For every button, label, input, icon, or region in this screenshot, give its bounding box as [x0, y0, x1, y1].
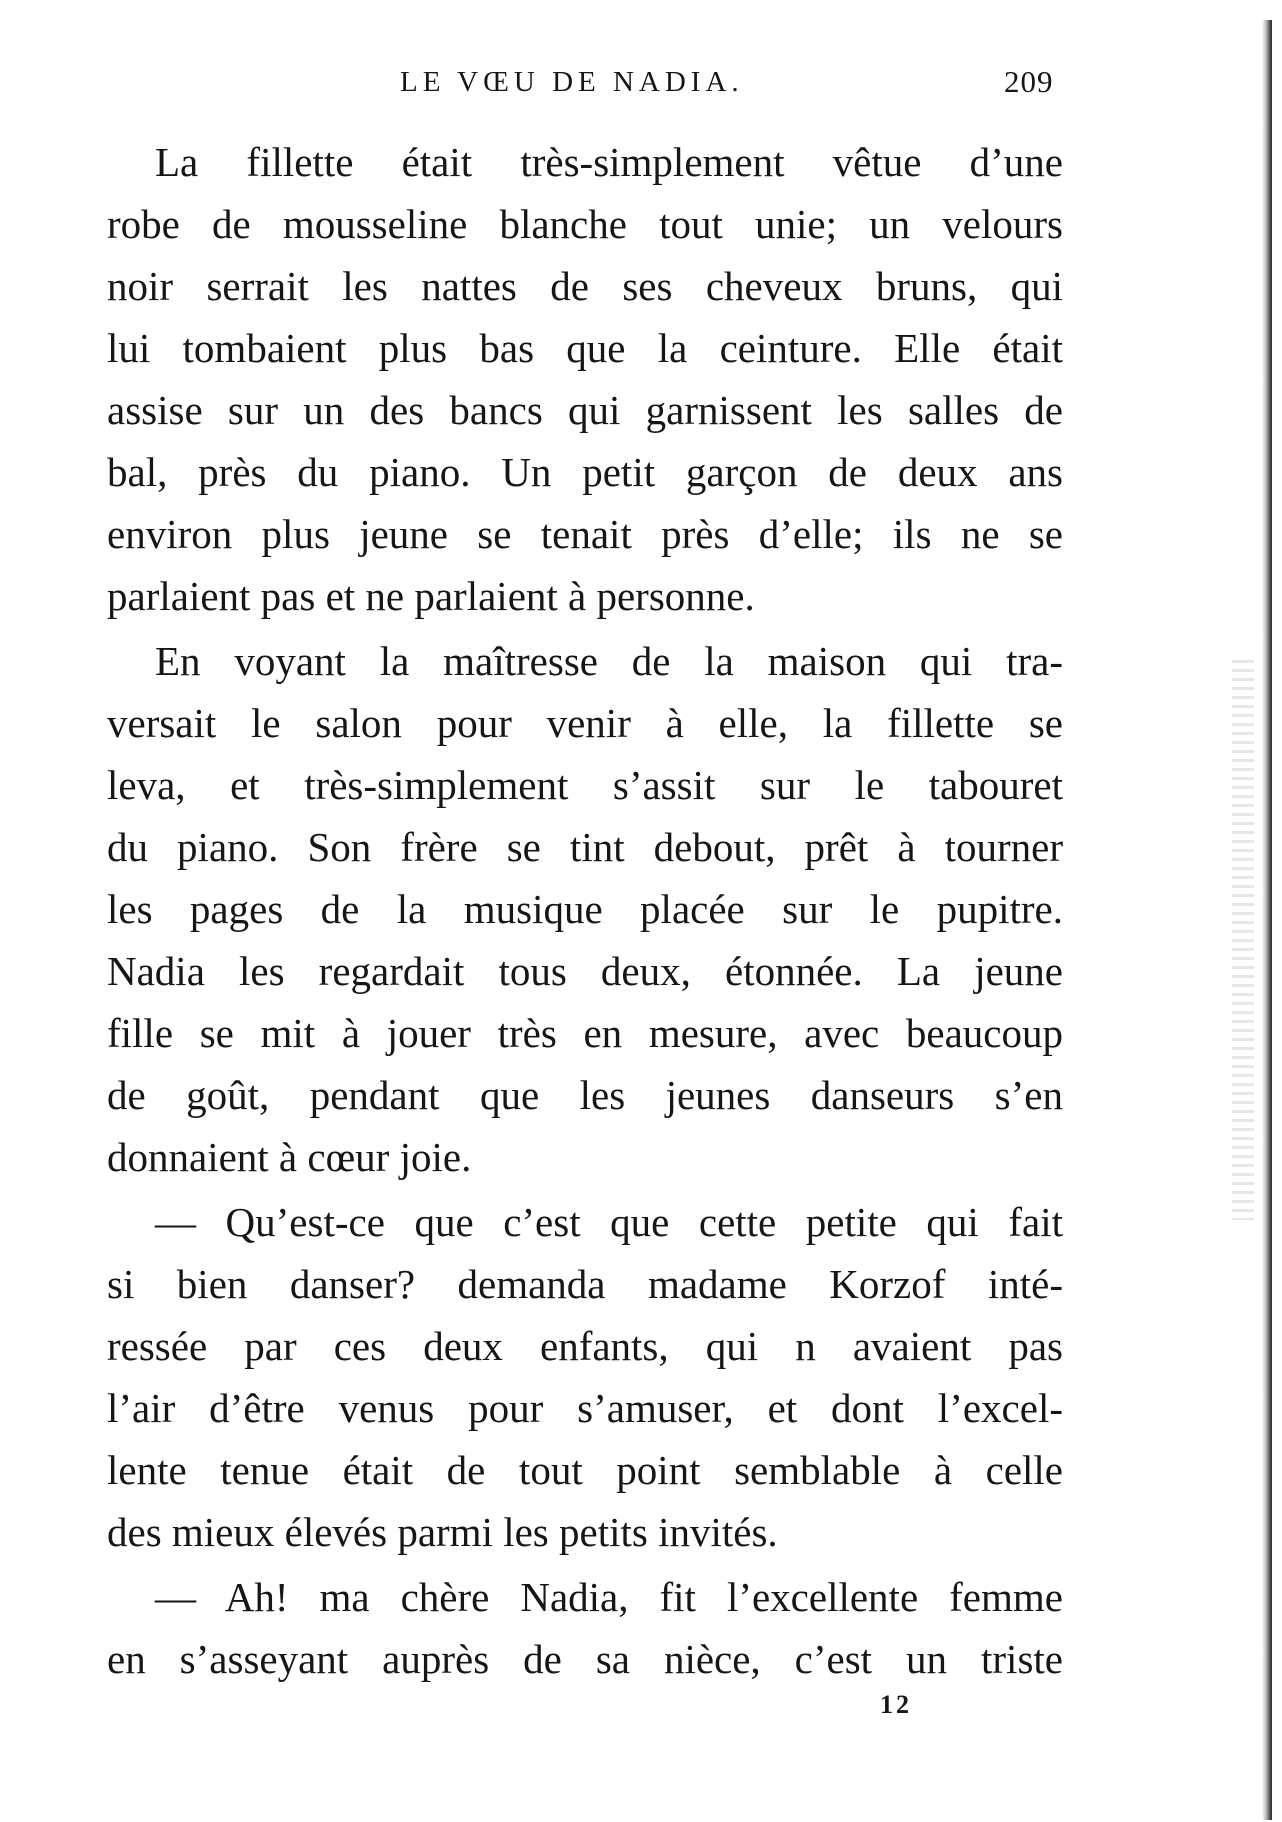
- text-line: En voyant la maîtresse de la maison qui tra-: [155, 638, 1063, 684]
- text-line: noir serrait les nattes de ses cheveux bruns, qui: [107, 263, 1063, 309]
- paragraph: [107, 1191, 1063, 1563]
- paragraph: [107, 131, 1063, 627]
- text-line: leva, et très-simplement s’assit sur le tabouret: [107, 762, 1063, 808]
- text-line: fille se mit à jouer très en mesure, avec beaucoup: [107, 1010, 1063, 1056]
- body-text: [107, 131, 1063, 1690]
- text-line: — Ah! ma chère Nadia, fit l’excellente femme: [155, 1574, 1063, 1620]
- signature-mark: 12: [880, 1690, 912, 1719]
- text-line: en s’asseyant auprès de sa nièce, c’est un triste: [107, 1636, 1063, 1682]
- text-line: parlaient pas et ne parlaient à personne.: [107, 573, 755, 619]
- text-line: assise sur un des bancs qui garnissent les salles de: [107, 387, 1063, 433]
- text-line: lente tenue était de tout point semblable à celle: [107, 1447, 1063, 1493]
- text-line: La fillette était très-simplement vêtue d’une: [155, 139, 1063, 185]
- text-line: robe de mousseline blanche tout unie; un velours: [107, 201, 1063, 247]
- page-edge-bleed: [1232, 660, 1254, 1220]
- text-line: du piano. Son frère se tint debout, prêt à tourner: [107, 824, 1063, 870]
- text-line: ressée par ces deux enfants, qui n avaient pas: [107, 1323, 1063, 1369]
- text-line: environ plus jeune se tenait près d’elle; ils ne se: [107, 511, 1063, 557]
- text-line: versait le salon pour venir à elle, la fillette se: [107, 700, 1063, 746]
- text-line: de goût, pendant que les jeunes danseurs s’en: [107, 1072, 1063, 1118]
- text-line: lui tombaient plus bas que la ceinture. Elle était: [107, 325, 1063, 371]
- text-line: Nadia les regardait tous deux, étonnée. La jeune: [107, 948, 1063, 994]
- text-line: si bien danser? demanda madame Korzof inté-: [107, 1261, 1063, 1307]
- text-line: les pages de la musique placée sur le pupitre.: [107, 886, 1063, 932]
- paragraph: [107, 1566, 1063, 1690]
- text-line: — Qu’est-ce que c’est que cette petite qui fait: [155, 1199, 1063, 1245]
- paragraph: [107, 630, 1063, 1188]
- text-line: donnaient à cœur joie.: [107, 1134, 472, 1180]
- running-title: LE VŒU DE NADIA.: [400, 66, 744, 98]
- text-line: des mieux élevés parmi les petits invités.: [107, 1509, 778, 1555]
- page-edge-shadow: [1262, 20, 1272, 1820]
- text-line: bal, près du piano. Un petit garçon de deux ans: [107, 449, 1063, 495]
- text-line: l’air d’être venus pour s’amuser, et dont l’excel-: [107, 1385, 1063, 1431]
- page-number: 209: [1004, 64, 1054, 99]
